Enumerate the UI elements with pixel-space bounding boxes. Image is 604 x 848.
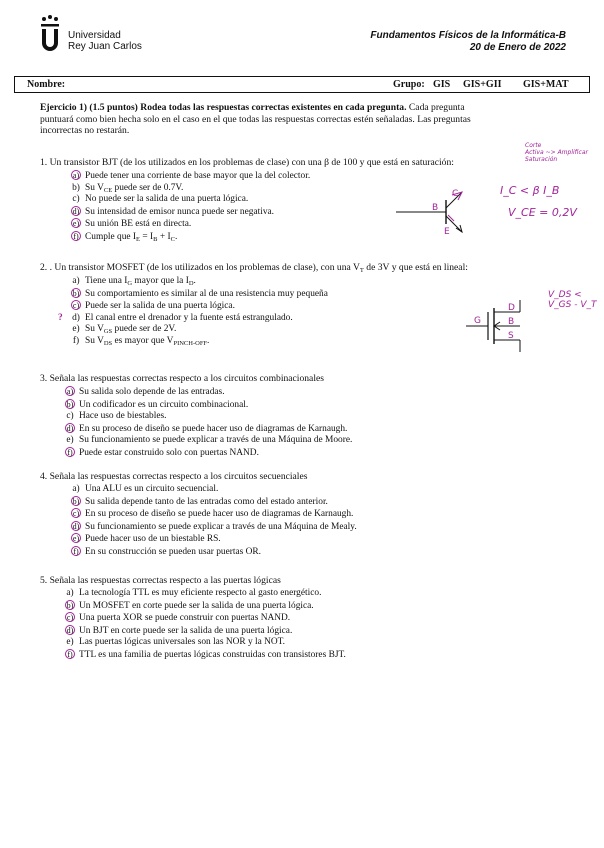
- mosfet-symbol-icon: [466, 298, 538, 354]
- course-title: Fundamentos Físicos de la Informática-B: [370, 30, 566, 41]
- exercise-instructions: Ejercicio 1) (1.5 puntos) Rodea todas las respuestas correctas existentes en cada pregunta. Cada pregunta puntuará como bien hecha solo en el caso en el que todas las respuestas correctas estén señaladas. Las preguntas incorrectas no restarán.: [40, 102, 471, 136]
- name-box: [14, 76, 590, 93]
- university-logo-icon: [36, 14, 64, 54]
- q3-option-d[interactable]: d) En su proceso de diseño se puede hacer uso de diagramas de Karnaugh.: [66, 423, 348, 434]
- q5-option-c[interactable]: c) Una puerta XOR se puede construir con puertas NAND.: [66, 613, 291, 624]
- q4-option-a[interactable]: a) Una ALU es un circuito secuencial.: [72, 484, 219, 494]
- q3-option-f[interactable]: f) Puede estar construido solo con puertas NAND.: [64, 447, 352, 460]
- bjt-symbol-icon: [396, 188, 488, 240]
- group-gis-mat: GIS+MAT: [523, 79, 569, 90]
- transistor-regions-note: Corte Activa ~> Amplificar Saturación: [525, 142, 588, 163]
- question-5-options: [64, 588, 346, 662]
- mos-label-d: D: [508, 303, 515, 313]
- exam-date: 20 de Enero de 2022: [469, 42, 566, 53]
- q1-option-d[interactable]: d) Su intensidad de emisor nunca puede ser negativa.: [72, 206, 275, 217]
- mos-label-b: B: [508, 317, 515, 327]
- exercise-title: Ejercicio 1) (1.5 puntos) Rodea todas las respuestas correctas existentes en cada pregunta.: [40, 102, 407, 113]
- q5-option-f[interactable]: f) TTL es una familia de puertas lógicas construidas con transistores BJT.: [64, 649, 346, 662]
- question-2-options: [58, 276, 328, 348]
- q5-option-b[interactable]: b) Un MOSFET en corte puede ser la salida de una puerta lógica.: [66, 600, 314, 611]
- question-1-text: 1. Un transistor BJT (de los utilizados en los problemas de clase) con una β de 100 y que está en saturación:: [40, 157, 454, 168]
- group-gis: GIS: [433, 79, 451, 90]
- q2-option-d[interactable]: ? d) El canal entre el drenador y la fuente está estrangulado.: [58, 312, 293, 323]
- university-line1: Universidad: [68, 30, 121, 41]
- q1-option-b[interactable]: b) Su $V_{CE}$ puede ser de 0.7V.: [72, 182, 184, 194]
- q4-option-e[interactable]: e) Puede hacer uso de un biestable RS.: [72, 534, 221, 545]
- q4-option-d[interactable]: d) Su funcionamiento se puede explicar a través de una Máquina de Mealy.: [72, 521, 357, 532]
- q4-option-f[interactable]: f) En su construcción se pueden usar puertas OR.: [70, 546, 357, 559]
- course-header: [370, 30, 566, 54]
- q3-option-e[interactable]: e) Su funcionamiento se puede explicar a través de una Máquina de Moore.: [66, 435, 353, 446]
- bjt-label-c: C: [452, 189, 459, 199]
- q2-option-f[interactable]: f) Su $V_{DS}$ es mayor que $V_{PINCH-OFF}$.: [72, 335, 210, 347]
- q3-option-b[interactable]: b) Un codificador es un circuito combinacional.: [66, 399, 249, 410]
- university-line2: Rey Juan Carlos: [68, 41, 142, 52]
- mos-label-g: G: [474, 316, 481, 326]
- question-1-options: [70, 170, 310, 244]
- q5-option-e[interactable]: e) Las puertas lógicas universales son las NOR y la NOT.: [66, 637, 286, 648]
- q5-option-d[interactable]: d) Un BJT en corte puede ser la salida de una puerta lógica.: [66, 625, 293, 636]
- grupo-label: Grupo:: [393, 79, 425, 90]
- question-2-text: 2. . Un transistor MOSFET (de los utilizados en los problemas de clase), con una $V_T$ de 3V y que está en lineal:: [40, 262, 468, 274]
- mos-label-s: S: [508, 331, 514, 341]
- question-3-options: [64, 386, 352, 460]
- q4-option-b[interactable]: b) Su salida depende tanto de las entradas como del estado anterior.: [72, 496, 328, 507]
- bjt-label-e: E: [444, 227, 450, 237]
- question-4-text: 4. Señala las respuestas correctas respecto a los circuitos secuenciales: [40, 471, 308, 482]
- q1-option-a[interactable]: a) Puede tener una corriente de base mayor que la del colector.: [72, 171, 311, 181]
- q1-option-f[interactable]: f) Cumple que $I_E = I_B + I_C$.: [70, 231, 310, 244]
- q5-option-a[interactable]: a) La tecnología TTL es muy eficiente respecto al gasto energético.: [66, 588, 322, 598]
- bjt-label-b: B: [432, 203, 439, 213]
- q2-option-c[interactable]: c) Puede ser la salida de una puerta lógica.: [72, 301, 235, 312]
- q3-option-c[interactable]: c) Hace uso de biestables.: [66, 411, 167, 422]
- q2-option-e[interactable]: e) Su $V_{GS}$ puede ser de 2V.: [72, 324, 177, 336]
- question-mark-annotation: ?: [58, 312, 63, 323]
- vce-value-note: V_CE = 0,2V: [508, 206, 577, 219]
- q3-option-a[interactable]: a) Su salida solo depende de las entradas.: [66, 387, 225, 397]
- nombre-label: Nombre:: [27, 79, 66, 90]
- question-4-options: [70, 484, 357, 559]
- question-3-text: 3. Señala las respuestas correctas respecto a los circuitos combinacionales: [40, 373, 324, 384]
- q2-option-a[interactable]: a) Tiene una $I_G$ mayor que la $I_D$.: [72, 276, 196, 287]
- question-5-text: 5. Señala las respuestas correctas respecto a las puertas lógicas: [40, 575, 281, 586]
- q4-option-c[interactable]: c) En su proceso de diseño se puede hacer uso de diagramas de Karnaugh.: [72, 509, 354, 520]
- vds-relation-note: V_DS < V_GS - V_T: [548, 290, 597, 310]
- ic-relation-note: I_C < β I_B: [500, 184, 560, 197]
- q1-option-e[interactable]: e) Su unión BE está en directa.: [72, 219, 192, 230]
- university-name: [68, 30, 142, 52]
- group-gis-gii: GIS+GII: [463, 79, 502, 90]
- q2-option-b[interactable]: b) Su comportamiento es similar al de una resistencia muy pequeña: [72, 288, 328, 299]
- q1-option-c[interactable]: c) No puede ser la salida de una puerta lógica.: [72, 194, 249, 205]
